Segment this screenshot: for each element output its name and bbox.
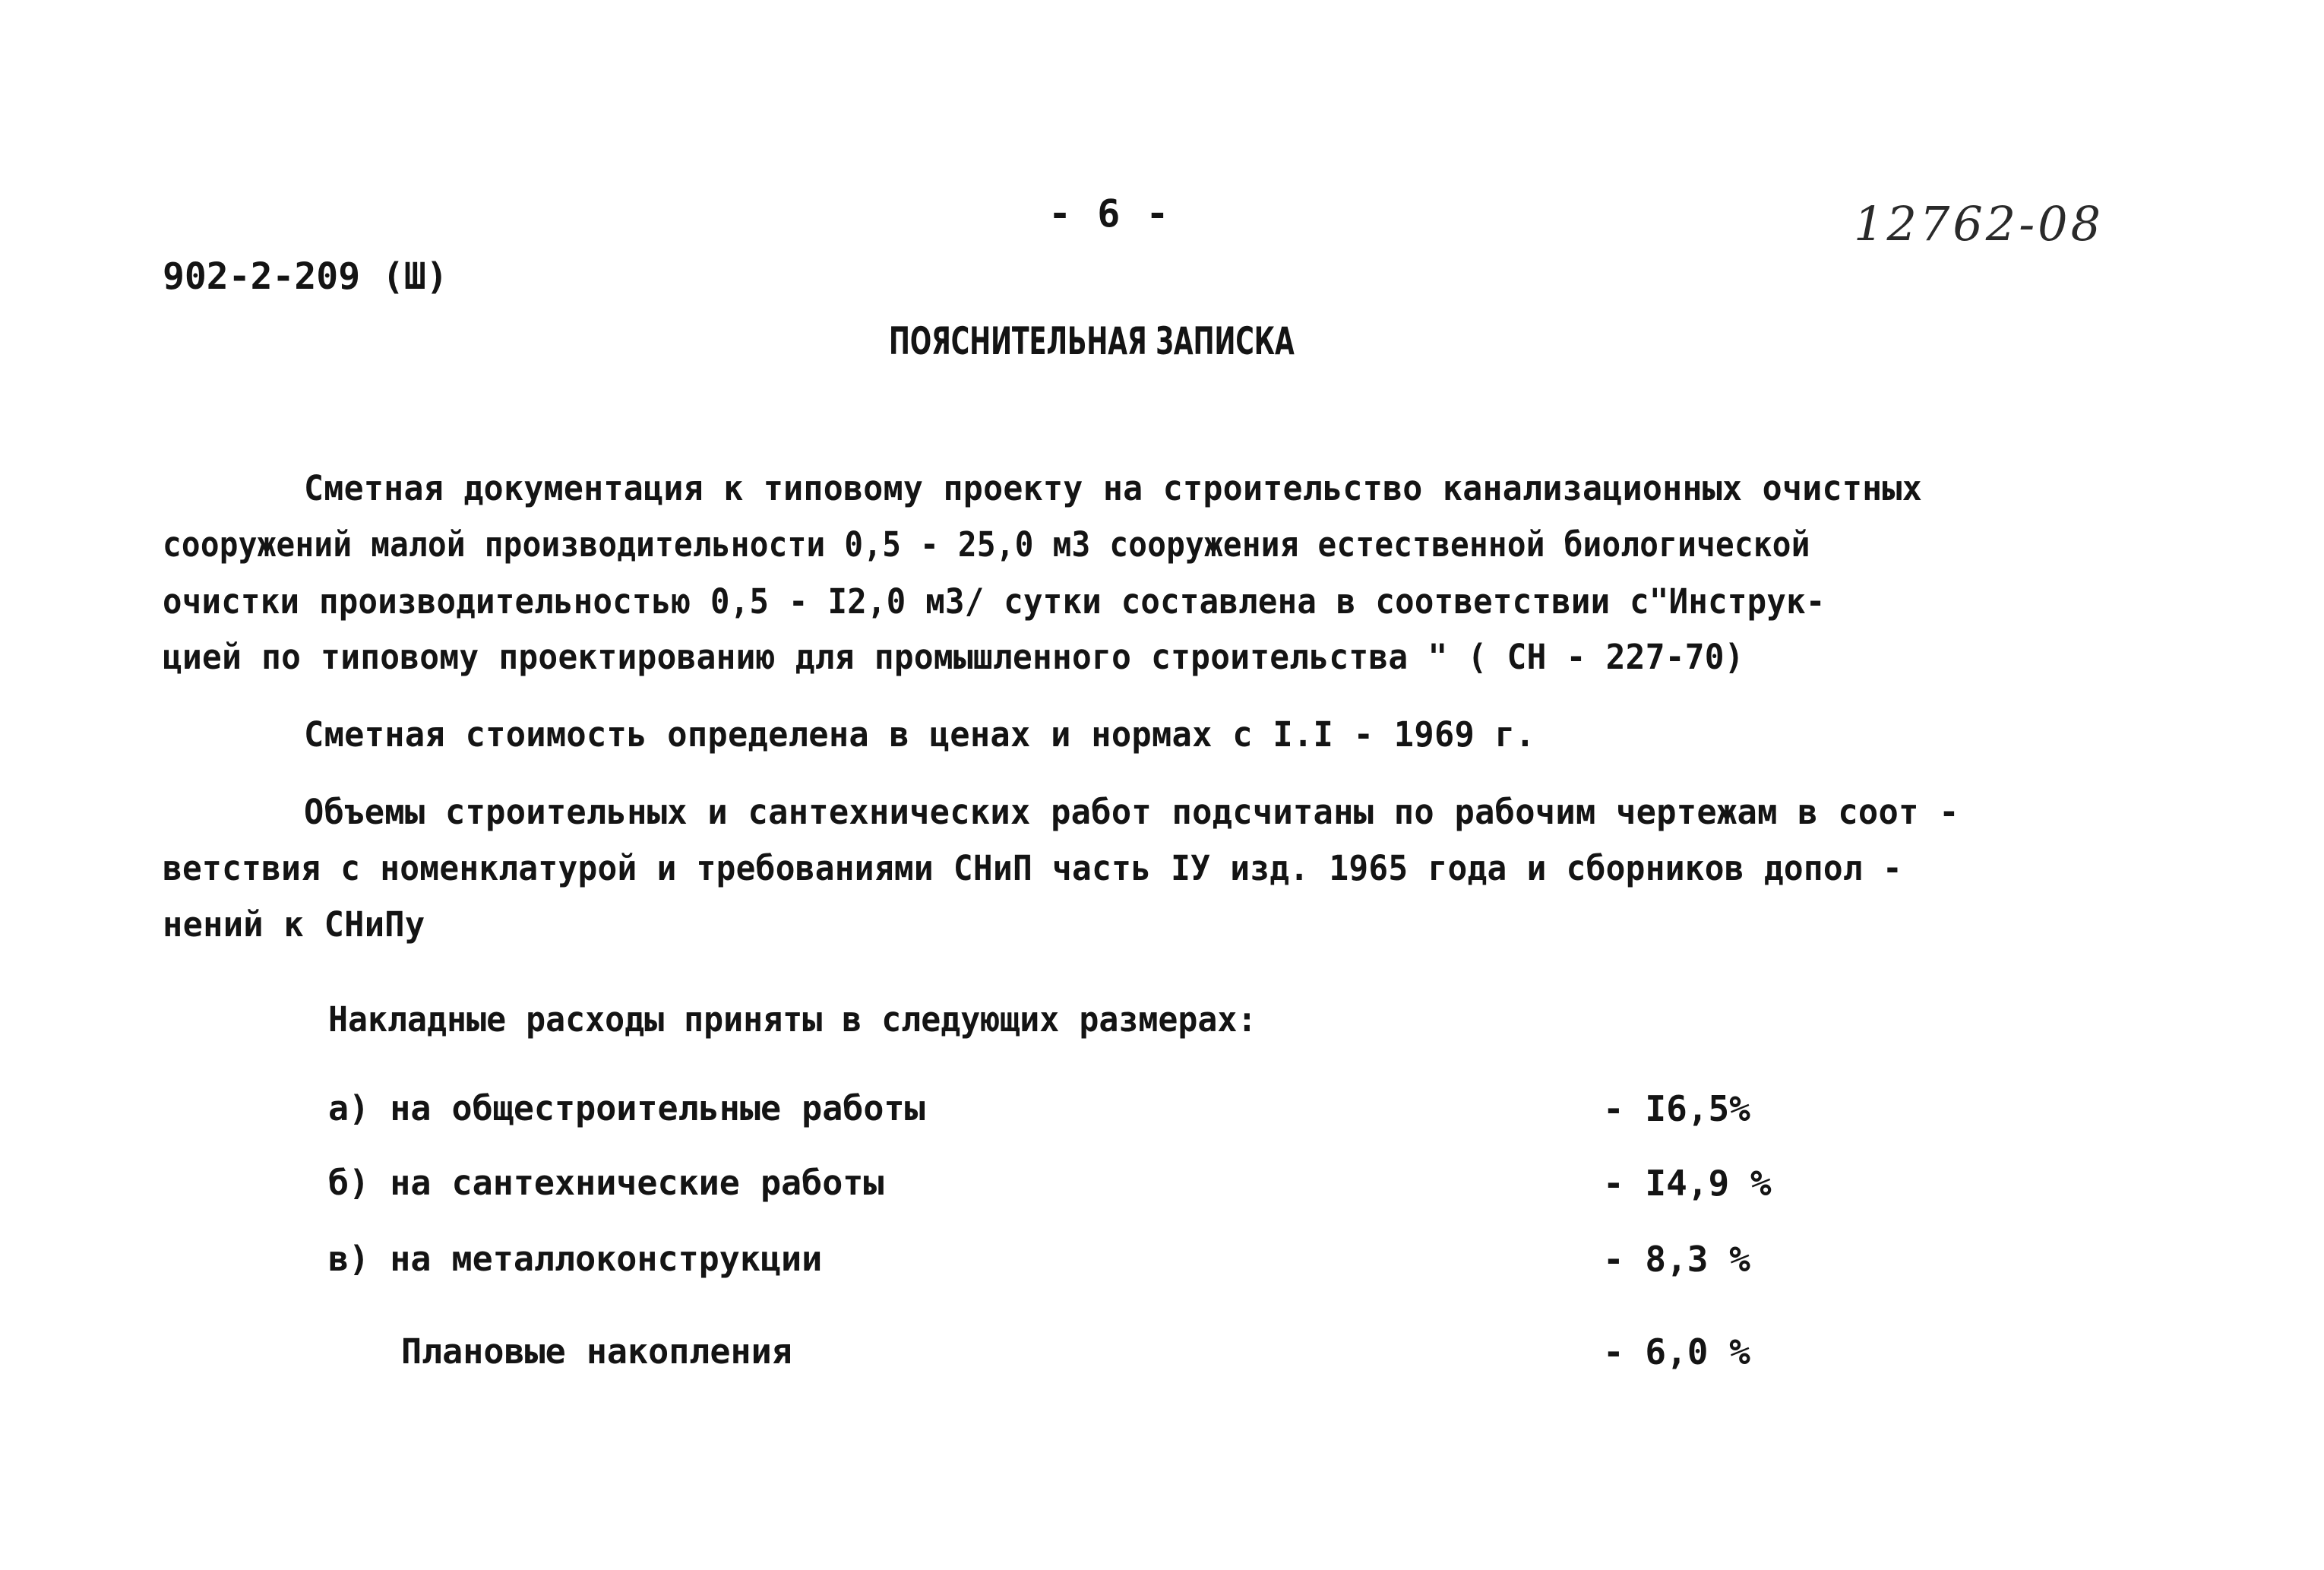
planned-accumulation-value: - 6,0 % <box>1603 1331 1750 1372</box>
document-title: ПОЯСНИТЕЛЬНАЯ ЗАПИСКА <box>889 319 1295 363</box>
overhead-item-label-a: а) на общестроительные работы <box>328 1088 925 1128</box>
paragraph-1-line-4: цией по типовому проектированию для промышленного строительства " ( СН - 227-70) <box>163 637 1744 677</box>
paragraph-1-line-1: Сметная документация к типовому проекту на строительство канализационных очистных <box>304 468 1923 508</box>
overhead-item-value-a: - I6,5% <box>1603 1088 1750 1129</box>
overhead-item-value-b: - I4,9 % <box>1603 1163 1772 1204</box>
paragraph-1-line-2: сооружений малой производительности 0,5 - 25,0 м3 сооружения естественной биологической <box>163 524 1810 565</box>
paragraph-2: Сметная стоимость определена в ценах и нормах с I.I - 1969 г. <box>304 714 1535 755</box>
overheads-intro: Накладные расходы приняты в следующих размерах: <box>328 999 1257 1040</box>
paragraph-3-line-2: ветствия с номенклатурой и требованиями СНиП часть IУ изд. 1965 года и сборников допол - <box>163 848 1903 888</box>
paragraph-1-line-3: очистки производительностью 0,5 - I2,0 м3/ сутки составлена в соответствии с"Инструк- <box>163 581 1826 622</box>
planned-accumulation-label: Плановые накопления <box>401 1331 792 1372</box>
overhead-item-label-c: в) на металлоконструкции <box>328 1239 823 1279</box>
paragraph-3-line-3: нений к СНиПу <box>163 904 425 945</box>
paragraph-3-line-1: Объемы строительных и сантехнических работ подсчитаны по рабочим чертежам в соот - <box>304 792 1959 832</box>
document-code: 902-2-209 (Ш) <box>163 255 448 298</box>
page-number: - 6 - <box>1048 192 1171 236</box>
overhead-item-value-c: - 8,3 % <box>1603 1239 1750 1280</box>
overhead-item-label-b: б) на сантехнические работы <box>328 1163 884 1203</box>
archive-number-handwritten: 12762-08 <box>1854 196 2104 252</box>
